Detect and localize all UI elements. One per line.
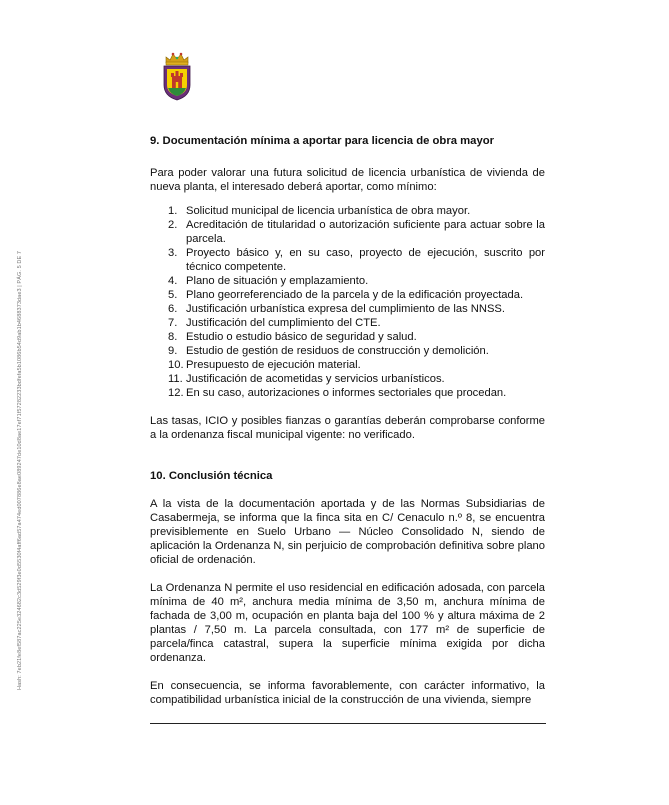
list-item: 11. Justificación de acometidas y servicios urbanísticos. bbox=[168, 373, 445, 385]
municipal-coat-of-arms-icon bbox=[161, 51, 193, 101]
fees-paragraph: Las tasas, ICIO y posibles fianzas o garantías deberán comprobarse conforme a la ordenanza fiscal municipal vigente: no verificado. bbox=[150, 415, 545, 441]
list-item: 10. Presupuesto de ejecución material. bbox=[168, 359, 361, 371]
list-item: 5. Plano georreferenciado de la parcela y de la edificación proyectada. bbox=[168, 289, 524, 301]
section-9-heading: 9. Documentación mínima a aportar para licencia de obra mayor bbox=[150, 135, 495, 147]
section-9-intro: Para poder valorar una futura solicitud de licencia urbanística de vivienda de nueva planta, el interesado deberá aportar, como mínimo: bbox=[150, 167, 545, 193]
section-10-heading: 10. Conclusión técnica bbox=[150, 470, 273, 482]
document-body bbox=[150, 134, 545, 707]
list-item: 8. Estudio o estudio básico de seguridad y salud. bbox=[168, 331, 417, 343]
list-item: 7. Justificación del cumplimiento del CTE. bbox=[168, 317, 381, 329]
list-item: 12. En su caso, autorizaciones o informes sectoriales que procedan. bbox=[168, 387, 507, 399]
document-hash-footer: Hash: 7eb21fe8ef587ac225e324682c3d529f3e0d5530f4aff6ad57a474ed007886e8ae089247de10d8ae17ef71f57282233bdfefa5b1086b54d9ab1b4688373dae3 | PÁG. 5 DE 7 bbox=[17, 250, 23, 690]
list-item: 1. Solicitud municipal de licencia urbanística de obra mayor. bbox=[168, 205, 471, 217]
conclusion-paragraph-1: A la vista de la documentación aportada y de las Normas Subsidiarias de Casabermeja, se informa que la finca sita en C/ Cenaculo n.º 8, se encuentra previsiblemente en Suelo Urbano — Núcleo Consolidado N, siendo de aplicación la Ordenanza N, sin perjuicio de comprobación definitiva sobre plano oficial de ordenación. bbox=[150, 498, 545, 566]
list-item: 2. Acreditación de titularidad o autorización suficiente para actuar sobre la parcela. bbox=[168, 219, 545, 245]
list-item: 3. Proyecto básico y, en su caso, proyecto de ejecución, suscrito por técnico competente. bbox=[168, 247, 545, 273]
list-item: 4. Plano de situación y emplazamiento. bbox=[168, 275, 369, 287]
list-item: 6. Justificación urbanística expresa del cumplimiento de las NNSS. bbox=[168, 303, 505, 315]
footer-divider bbox=[150, 723, 546, 724]
required-documents-list bbox=[150, 204, 545, 400]
list-item: 9. Estudio de gestión de residuos de construcción y demolición. bbox=[168, 345, 489, 357]
conclusion-paragraph-2: La Ordenanza N permite el uso residencial en edificación adosada, con parcela mínima de 40 m², anchura media mínima de 3,50 m, anchura mínima de fachada de 3,00 m, ocupación en planta baja del 100 % y altura máxima de 2 plantas / 7,50 m. La parcela consultada, con 177 m² de superficie de parcela/finca catastral, supera la superficie mínima exigida por dicha ordenanza. bbox=[150, 582, 545, 664]
conclusion-paragraph-3: En consecuencia, se informa favorablemente, con carácter informativo, la compatibilidad urbanística inicial de la construcción de una vivienda, siempre bbox=[150, 680, 545, 706]
